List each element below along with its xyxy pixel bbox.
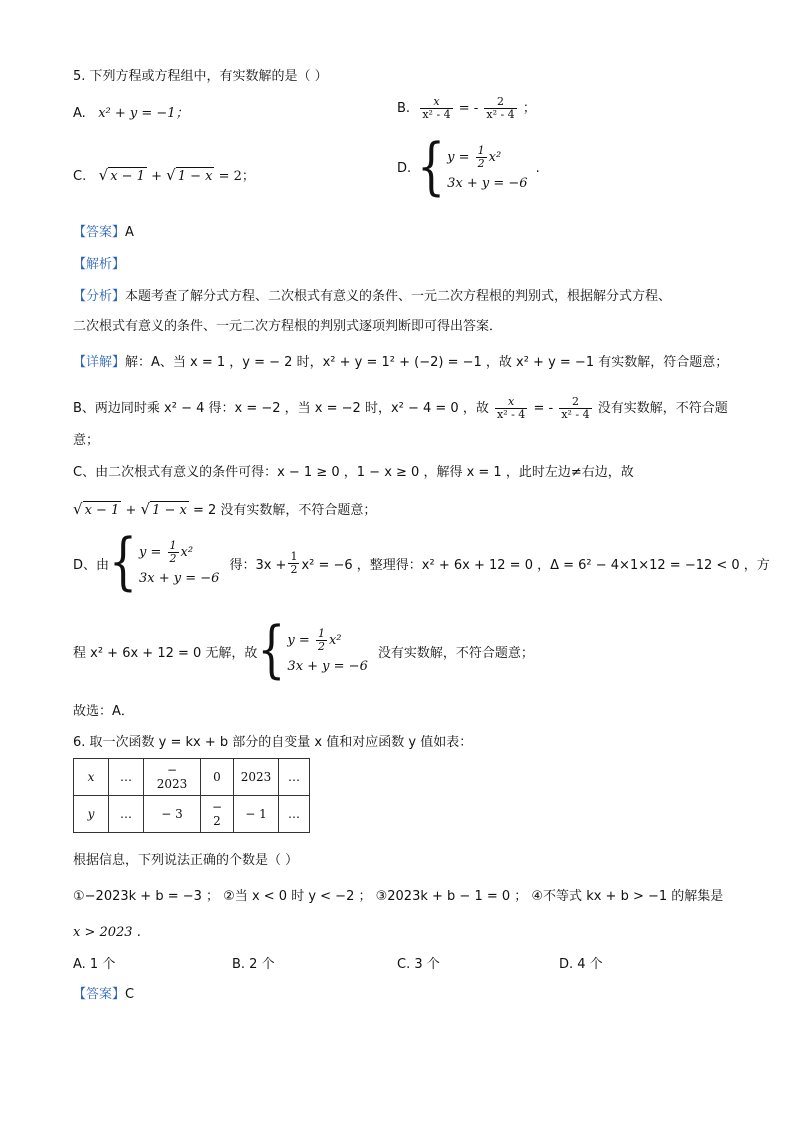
operator: + bbox=[125, 503, 137, 518]
operator: = - bbox=[458, 101, 479, 116]
row-pre: y = bbox=[447, 150, 470, 165]
answer-tag: 【答案】 bbox=[73, 987, 126, 1002]
row-post: x² bbox=[180, 545, 194, 560]
fraction bbox=[495, 396, 527, 421]
denominator: x² - 4 bbox=[422, 108, 451, 121]
table-cell: − 1 bbox=[234, 796, 279, 833]
equation-system bbox=[139, 540, 219, 586]
q5-option-d bbox=[397, 131, 540, 203]
system-row bbox=[287, 628, 367, 653]
sqrt-symbol: √ bbox=[73, 500, 83, 518]
table-cell: … bbox=[279, 796, 310, 833]
q5-choose: 故选：A． bbox=[73, 704, 134, 719]
detail-text: = 2 没有实数解，不符合题意； bbox=[192, 503, 377, 518]
table-cell: − 2 bbox=[201, 796, 234, 833]
table-row bbox=[74, 759, 310, 796]
radicand: 1 − x bbox=[177, 169, 213, 184]
punct: ； bbox=[522, 101, 536, 116]
detail-tag: 【详解】 bbox=[73, 355, 126, 370]
option-label: B. bbox=[397, 101, 411, 116]
table-row bbox=[74, 796, 310, 833]
radicand: 1 − x bbox=[152, 503, 187, 518]
fraction bbox=[288, 551, 299, 576]
q5-fenxi-line1 bbox=[73, 288, 671, 306]
option-label: C. bbox=[73, 169, 87, 184]
denominator: x² - 4 bbox=[496, 408, 526, 421]
row-pre: y = bbox=[287, 633, 310, 648]
brace-symbol: { bbox=[257, 614, 286, 686]
q5-option-b bbox=[397, 96, 536, 121]
q5-detail-b-cont: 意； bbox=[73, 433, 100, 448]
detail-text: D、由 bbox=[73, 557, 110, 573]
value-table bbox=[73, 758, 310, 833]
system-row bbox=[139, 540, 219, 565]
q5-stem: 5. 下列方程或方程组中，有实数解的是（ ） bbox=[73, 69, 328, 84]
option-label: A. bbox=[73, 106, 86, 121]
table-cell: − 3 bbox=[144, 796, 201, 833]
table-cell: 0 bbox=[201, 759, 234, 796]
q6-stem: 6. 取一次函数 y = kx + b 部分的自变量 x 值和对应函数 y 值如表： bbox=[73, 735, 473, 750]
radicand: x − 1 bbox=[110, 169, 145, 184]
table-cell: … bbox=[109, 796, 144, 833]
q5-detail-d bbox=[73, 526, 770, 598]
q5-detail-b bbox=[73, 396, 728, 421]
q6-question: 根据信息，下列说法正确的个数是（ ） bbox=[73, 853, 299, 868]
system-row: 3x + y = −6 bbox=[287, 659, 368, 674]
detail-text: B、两边同时乘 x² − 4 得：x = −2 ，当 x = −2 时，x² − 4 = 0 ，故 bbox=[73, 401, 489, 416]
system-row: 3x + y = −6 bbox=[139, 571, 220, 586]
punct: . bbox=[535, 160, 540, 176]
option-expr: x² + y = −1； bbox=[98, 106, 189, 121]
sqrt-symbol: √ bbox=[98, 166, 109, 184]
denominator: 2 bbox=[317, 640, 325, 653]
numerator: x bbox=[433, 95, 440, 108]
q5-option-a bbox=[73, 105, 189, 123]
expr-end: = 2； bbox=[218, 169, 255, 184]
fraction bbox=[559, 396, 591, 421]
option-label: D. bbox=[397, 160, 412, 176]
q5-detail-d2 bbox=[73, 614, 534, 686]
denominator: 2 bbox=[477, 157, 485, 170]
equation-system bbox=[447, 145, 527, 191]
table-cell: − 2023 bbox=[144, 759, 201, 796]
detail-text: 程 x² + 6x + 12 = 0 无解，故 bbox=[73, 645, 258, 661]
q6-option-b: B. 2 个 bbox=[232, 957, 275, 972]
table-cell: x bbox=[74, 759, 109, 796]
q5-detail-a bbox=[73, 354, 728, 372]
detail-text: 得：3x + bbox=[229, 557, 287, 573]
fenxi-text: 本题考查了解分式方程、二次根式有意义的条件、一元二次方程根的判别式，根据解分式方程、 bbox=[125, 289, 672, 304]
fraction bbox=[316, 628, 327, 653]
fraction bbox=[420, 96, 452, 121]
q6-answer bbox=[73, 986, 134, 1004]
denominator: 2 bbox=[290, 562, 298, 576]
q6-option-a: A. 1 个 bbox=[73, 957, 116, 972]
q5-fenxi-line2: 二次根式有意义的条件、一元二次方程根的判别式逐项判断即可得出答案． bbox=[73, 319, 503, 334]
fraction bbox=[484, 96, 516, 121]
numerator: 1 bbox=[317, 627, 325, 640]
q6-statements: ①−2023k + b = −3 ； ②当 x < 0 时 y < −2 ； ③2023k + b − 1 = 0 ； ④不等式 kx + b > −1 的解集是 bbox=[73, 889, 724, 904]
radicand: x − 1 bbox=[84, 503, 120, 518]
detail-text: 解：A、当 x = 1 ，y = − 2 时，x² + y = 1² + (−2) = −1 ，故 x² + y = −1 有实数解，符合题意； bbox=[125, 355, 729, 370]
numerator: 2 bbox=[571, 395, 579, 408]
numerator: 1 bbox=[290, 549, 298, 563]
q6-option-c: C. 3 个 bbox=[397, 957, 440, 972]
answer-value: A bbox=[125, 225, 134, 240]
numerator: 1 bbox=[169, 539, 177, 552]
system-row: 3x + y = −6 bbox=[447, 176, 528, 191]
sqrt-symbol: √ bbox=[140, 500, 151, 518]
brace-symbol: { bbox=[109, 526, 138, 598]
q6-statements-cont: x > 2023 . bbox=[73, 925, 141, 940]
fraction bbox=[476, 145, 487, 170]
sqrt-symbol: √ bbox=[166, 166, 176, 184]
table-cell: … bbox=[279, 759, 310, 796]
fenxi-tag: 【分析】 bbox=[73, 289, 126, 304]
q5-option-c bbox=[73, 166, 255, 186]
equation-system bbox=[287, 628, 367, 674]
system-row bbox=[447, 145, 527, 170]
brace-symbol: { bbox=[417, 131, 446, 203]
table-cell: … bbox=[109, 759, 144, 796]
operator: + bbox=[151, 169, 162, 184]
numerator: 1 bbox=[477, 144, 485, 157]
table-cell: 2023 bbox=[234, 759, 279, 796]
answer-value: C bbox=[125, 987, 135, 1002]
detail-text: 没有实数解，不符合题意； bbox=[377, 645, 534, 661]
row-pre: y = bbox=[139, 545, 162, 560]
operator: = - bbox=[533, 401, 554, 416]
detail-text: 没有实数解，不符合题 bbox=[597, 401, 728, 416]
fraction bbox=[168, 540, 179, 565]
table-cell: y bbox=[74, 796, 109, 833]
numerator: x bbox=[508, 395, 515, 408]
denominator: x² - 4 bbox=[561, 408, 590, 421]
denominator: 2 bbox=[169, 552, 177, 565]
denominator: x² - 4 bbox=[486, 108, 515, 121]
numerator: 2 bbox=[497, 95, 505, 108]
q6-option-d: D. 4 个 bbox=[559, 957, 603, 972]
q5-answer bbox=[73, 224, 134, 242]
q5-analysis-tag: 【解析】 bbox=[73, 257, 126, 272]
row-post: x² bbox=[328, 633, 342, 648]
row-post: x² bbox=[488, 150, 502, 165]
q5-detail-c2 bbox=[73, 500, 376, 520]
q5-detail-c: C、由二次根式有意义的条件可得：x − 1 ≥ 0 ，1 − x ≥ 0 ，解得 x = 1 ，此时左边≠右边，故 bbox=[73, 465, 634, 480]
detail-text: x² = −6 ，整理得：x² + 6x + 12 = 0 ，Δ = 6² − 4×1×12 = −12 < 0 ，方 bbox=[301, 557, 770, 573]
answer-tag: 【答案】 bbox=[73, 225, 126, 240]
